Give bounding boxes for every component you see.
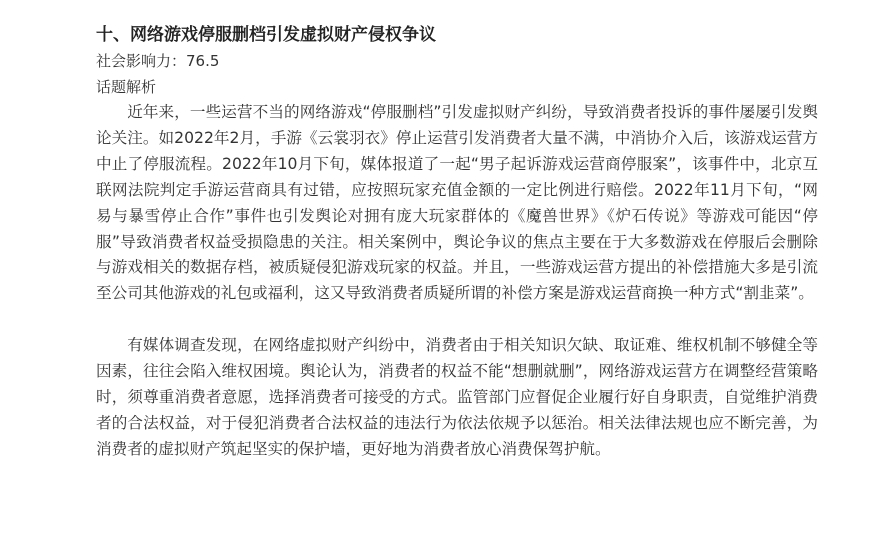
body-paragraph: 有媒体调查发现，在网络虚拟财产纠纷中，消费者由于相关知识欠缺、取证难、维权机制不够健全等因素，往往会陷入维权困境。舆论认为，消费者的权益不能“想删就删”，网络游戏运营方在调整经营策略时，须尊重消费者意愿，选择消费者可接受的方式。监管部门应督促企业履行好自身职责，自觉维护消费者的合法权益，对于侵犯消费者合法权益的违法行为依法依规予以惩治。相关法律法规也应不断完善，为消费者的虚拟财产筑起坚实的保护墙，更好地为消费者放心消费保驾护航。 [96,336,818,458]
influence-score: 社会影响力：76.5 [96,52,220,70]
paragraph-spacer [96,307,818,333]
body-paragraph: 近年来，一些运营不当的网络游戏“停服删档”引发虚拟财产纠纷，导致消费者投诉的事件屡屡引发舆论关注。如2022年2月，手游《云裳羽衣》停止运营引发消费者大量不满，中消协介入后，该游戏运营方中止了停服流程。2022年10月下旬，媒体报道了一起“男子起诉游戏运营商停服案”，该事件中，北京互联网法院判定手游运营商具有过错，应按照玩家充值金额的一定比例进行赔偿。2022年11月下旬，“网易与暴雪停止合作”事件也引发舆论对拥有庞大玩家群体的《魔兽世界》《炉石传说》等游戏可能因“停服”导致消费者权益受损隐患的关注。相关案例中，舆论争议的焦点主要在于大多数游戏在停服后会删除与游戏相关的数据存档，被质疑侵犯游戏玩家的权益。并且，一些游戏运营方提出的补偿措施大多是引流至公司其他游戏的礼包或福利，这又导致消费者质疑所谓的补偿方案是游戏运营商换一种方式“割韭菜”。 [96,103,818,303]
article [96,22,818,463]
article-title: 十、网络游戏停服删档引发虚拟财产侵权争议 [96,25,436,45]
section-heading: 话题解析 [96,78,157,96]
